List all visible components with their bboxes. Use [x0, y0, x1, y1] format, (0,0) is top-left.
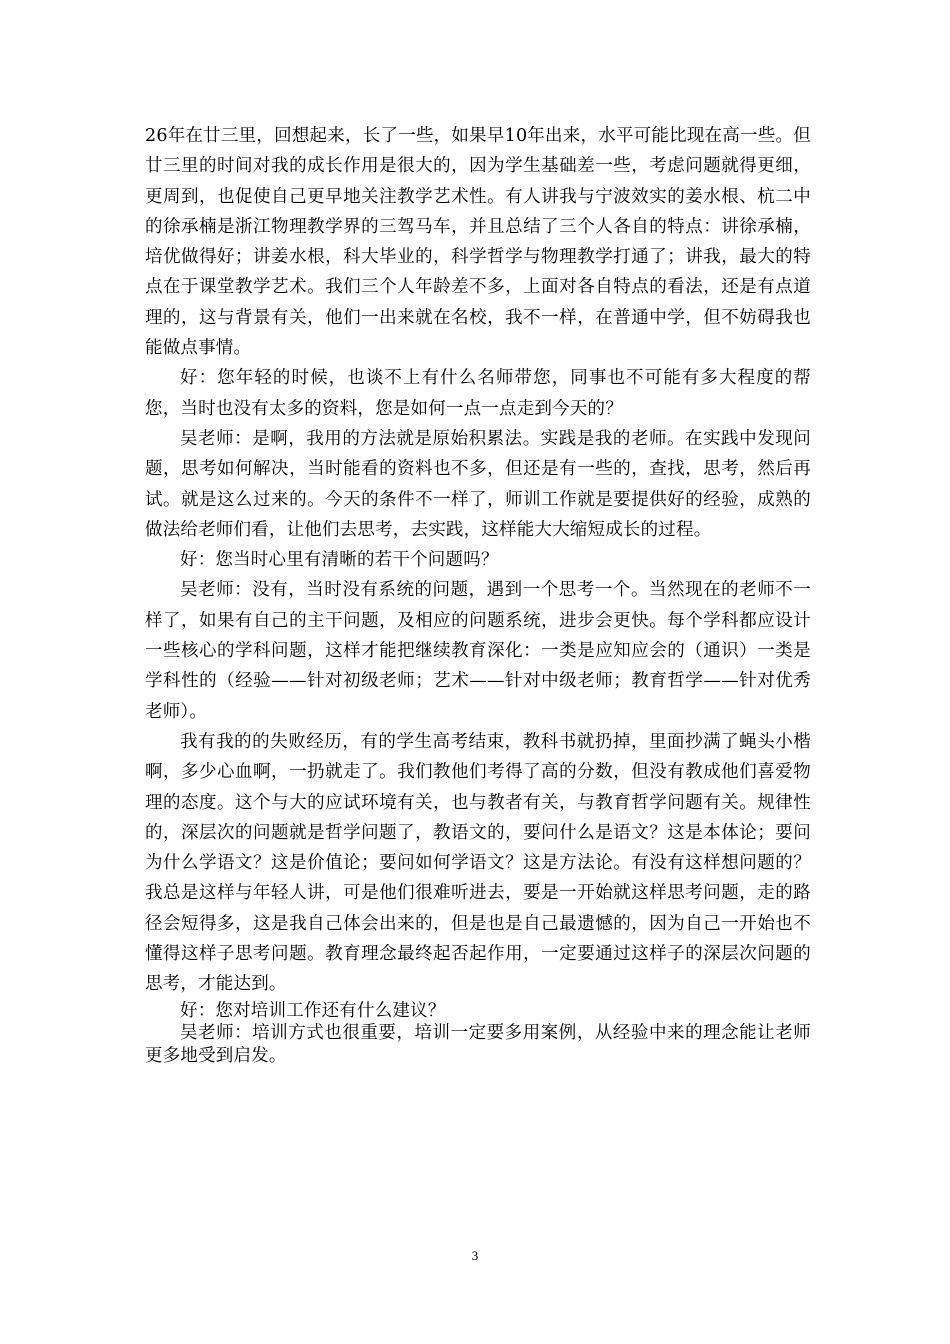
- answer-paragraph: 吴老师：没有，当时没有系统的问题，遇到一个思考一个。当然现在的老师不一样了，如果有自己的主干问题，及相应的问题系统，进步会更快。每个学科都应设计一些核心的学科问题，这样才能把继续教育深化：一类是应知应会的（通识）一类是学科性的（经验——针对初级老师；艺术——针对中级老师；教育哲学——针对优秀老师）。: [145, 580, 811, 722]
- paragraph-continuation: 26年在廿三里，回想起来，长了一些，如果早10年出来，水平可能比现在高一些。但廿三里的时间对我的成长作用是很大的，因为学生基础差一些，考虑问题就得更细，更周到，也促使自己更早地关注教学艺术性。有人讲我与宁波效实的姜水根、杭二中的徐承楠是浙江物理教学界的三驾马车，并且总结了三个人各自的特点：讲徐承楠，培优做得好；讲姜水根，科大毕业的，科学哲学与物理教学打通了；讲我，最大的特点在于课堂教学艺术。我们三个人年龄差不多，上面对各自特点的看法，还是有点道理的，这与背景有关，他们一出来就在名校，我不一样，在普通中学，但不妨碍我也能做点事情。: [145, 126, 811, 359]
- page-number: 3: [471, 1248, 479, 1263]
- answer-paragraph: 吴老师：培训方式也很重要，培训一定要多用案例，从经验中来的理念能让老师更多地受到启发。: [145, 1023, 811, 1066]
- question-paragraph: 好：您对培训工作还有什么建议？: [180, 1000, 446, 1021]
- answer-paragraph: 吴老师：是啊，我用的方法就是原始积累法。实践是我的老师。在实践中发现问题，思考如何解决，当时能看的资料也不多，但还是有一些的，查找，思考，然后再试。就是这么过来的。今天的条件不一样了，师训工作就是要提供好的经验，成熟的做法给老师们看，让他们去思考，去实践，这样能大大缩短成长的过程。: [145, 428, 811, 540]
- interview-text: [145, 121, 811, 1067]
- question-paragraph: 好：您年轻的时候，也谈不上有什么名师带您，同事也不可能有多大程度的帮您，当时也没有太多的资料，您是如何一点一点走到今天的？: [145, 368, 811, 419]
- question-paragraph: 好：您当时心里有清晰的若干个问题吗？: [180, 550, 499, 571]
- answer-paragraph: 我有我的的失败经历，有的学生高考结束，教科书就扔掉，里面抄满了蝇头小楷啊，多少心血啊，一扔就走了。我们教他们考得了高的分数，但没有教成他们喜爱物理的态度。这个与大的应试环境有关，也与教者有关，与教育哲学问题有关。规律性的，深层次的问题就是哲学问题了，教语文的，要问什么是语文？这是本体论；要问为什么学语文？这是价值论；要问如何学语文？这是方法论。有没有这样想问题的？我总是这样与年轻人讲，可是他们很难听进去，要是一开始就这样思考问题，走的路径会短得多，这是我自己体会出来的，但是也是自己最遗憾的，因为自己一开始也不懂得这样子思考问题。教育理念最终起否起作用，一定要通过这样子的深层次问题的思考，才能达到。: [145, 731, 811, 995]
